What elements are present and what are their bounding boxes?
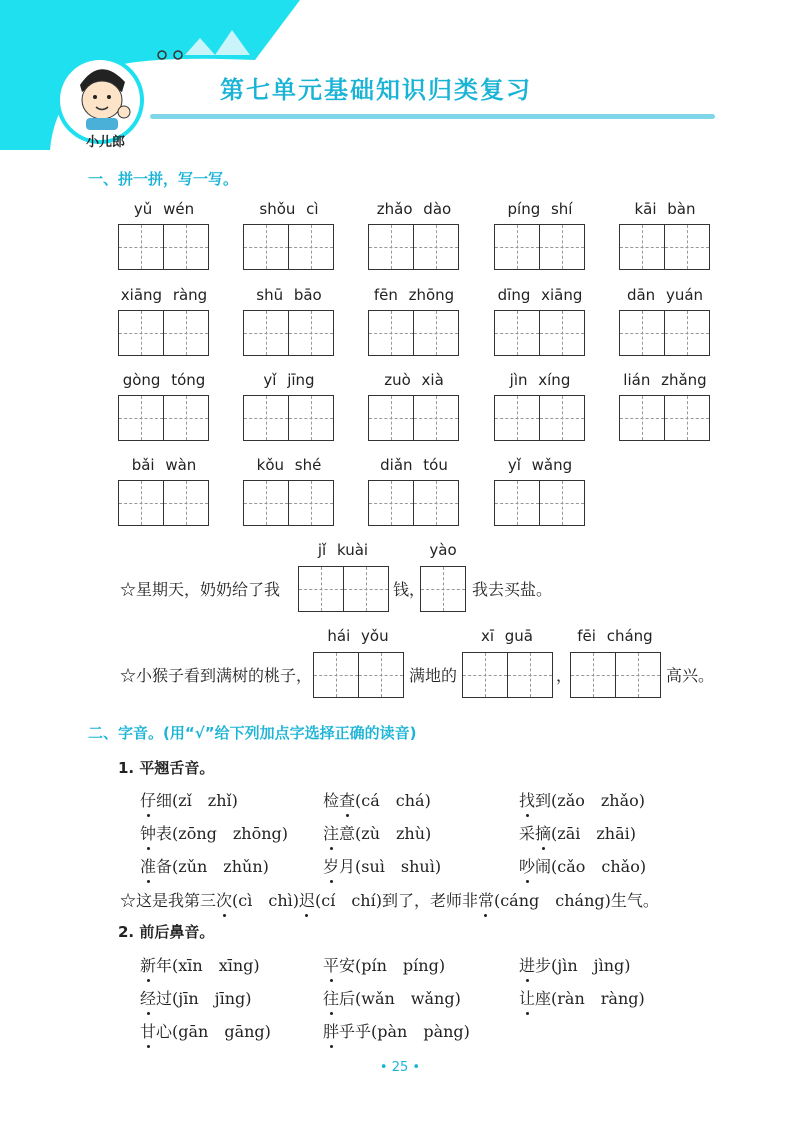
sentence-1-start: ☆星期天，奶奶给了我 xyxy=(120,580,281,599)
writing-box[interactable] xyxy=(368,224,459,270)
item-char: 注 xyxy=(323,824,340,843)
item-options: (zāi zhāi) xyxy=(551,824,636,843)
star-options-2[interactable]: (cí chí)到了，老师非 xyxy=(315,891,478,910)
subsection-2-title: 2. 前后鼻音。 xyxy=(118,923,215,941)
star-options-3[interactable]: (cáng cháng)生气。 xyxy=(493,891,659,910)
pinyin-label: zuò xià xyxy=(384,371,444,389)
sentence-1-end: 我去买盐。 xyxy=(472,580,553,599)
writing-box[interactable] xyxy=(118,224,209,270)
pinyin-label: diǎn tóu xyxy=(380,456,448,474)
item-dotted-char: 摘 xyxy=(535,824,552,843)
pinyin-label: yǔ wén xyxy=(133,200,195,218)
sentence-2-start: ☆小猴子看到满树的桃子， xyxy=(120,666,313,685)
writing-box[interactable] xyxy=(619,395,710,441)
writing-box[interactable] xyxy=(494,224,585,270)
item-rest: 过(jīn jīng) xyxy=(156,989,252,1008)
reading-choice-item[interactable] xyxy=(519,953,631,976)
pinyin-label: yǐ wǎng xyxy=(507,456,573,474)
reading-choice-item[interactable] xyxy=(140,953,260,976)
star-sentence xyxy=(120,888,659,911)
star-options-1[interactable]: (cì chì) xyxy=(232,891,299,910)
star-dotted-3: 常 xyxy=(477,891,494,910)
writing-box[interactable] xyxy=(368,395,459,441)
reading-choice-item[interactable] xyxy=(140,986,252,1009)
item-rest: 后(wǎn wǎng) xyxy=(339,989,461,1008)
item-options: (cá chá) xyxy=(355,791,431,810)
item-char: 新 xyxy=(140,956,157,975)
pinyin-label: kāi bàn xyxy=(634,200,696,218)
section-2-title: 二、字音。(用“√”给下列加点字选择正确的读音) xyxy=(88,724,417,742)
item-char: 仔 xyxy=(140,791,157,810)
writing-box[interactable] xyxy=(368,310,459,356)
reading-choice-item[interactable] xyxy=(140,788,238,811)
sentence-1-pinyin-2: yào xyxy=(429,541,457,559)
reading-choice-item[interactable] xyxy=(323,788,431,811)
reading-choice-item[interactable] xyxy=(519,788,645,811)
sentence-2-end: 高兴。 xyxy=(666,666,715,685)
item-char: 准 xyxy=(140,857,157,876)
pinyin-label: zhǎo dào xyxy=(376,200,452,218)
writing-box[interactable] xyxy=(118,310,209,356)
item-rest: 意(zù zhù) xyxy=(339,824,432,843)
item-rest: 表(zōng zhōng) xyxy=(156,824,289,843)
writing-box[interactable] xyxy=(243,480,334,526)
item-rest: 步(jìn jìng) xyxy=(535,956,631,975)
star-dotted-1: 次 xyxy=(216,891,233,910)
sentence-2-box-3[interactable] xyxy=(570,652,661,698)
item-rest: 备(zǔn zhǔn) xyxy=(156,857,269,876)
sentence-1-pinyin-1: jǐ kuài xyxy=(317,541,369,559)
reading-choice-item[interactable] xyxy=(140,854,269,877)
reading-choice-item[interactable] xyxy=(140,1019,271,1042)
sentence-1-box-2[interactable] xyxy=(420,566,466,612)
pinyin-label: kǒu shé xyxy=(256,456,322,474)
item-char: 平 xyxy=(323,956,340,975)
item-char: 岁 xyxy=(323,857,340,876)
sentence-1-mid: 钱， xyxy=(393,580,426,599)
reading-choice-item[interactable] xyxy=(323,854,441,877)
item-rest: 座(ràn ràng) xyxy=(535,989,645,1008)
reading-choice-item[interactable] xyxy=(323,1019,470,1042)
item-char: 经 xyxy=(140,989,157,1008)
item-char: 进 xyxy=(519,956,536,975)
writing-box[interactable] xyxy=(243,395,334,441)
writing-box[interactable] xyxy=(494,480,585,526)
pinyin-label: lián zhǎng xyxy=(623,371,707,389)
item-char: 采 xyxy=(519,824,536,843)
item-char: 甘 xyxy=(140,1022,157,1041)
sentence-2-box-2[interactable] xyxy=(462,652,553,698)
item-rest: 细(zǐ zhǐ) xyxy=(156,791,238,810)
item-char: 让 xyxy=(519,989,536,1008)
pinyin-label: xiāng ràng xyxy=(120,286,208,304)
sentence-1-box-1[interactable] xyxy=(298,566,389,612)
item-rest: 月(suì shuì) xyxy=(339,857,442,876)
writing-box[interactable] xyxy=(619,224,710,270)
item-rest: 安(pín píng) xyxy=(339,956,446,975)
sentence-2-box-1[interactable] xyxy=(313,652,404,698)
reading-choice-item[interactable] xyxy=(519,821,636,844)
writing-box[interactable] xyxy=(368,480,459,526)
pinyin-label: dīng xiāng xyxy=(497,286,583,304)
section-1-title: 一、拼一拼，写一写。 xyxy=(88,170,239,188)
pinyin-label: fēn zhōng xyxy=(373,286,455,304)
item-rest: 心(gān gāng) xyxy=(156,1022,271,1041)
sentence-2-pinyin-1: hái yǒu xyxy=(327,627,389,645)
item-rest xyxy=(339,791,431,810)
reading-choice-item[interactable] xyxy=(323,821,431,844)
pinyin-label: dān yuán xyxy=(626,286,704,304)
star-part-1: ☆这是我第三 xyxy=(120,891,217,910)
reading-choice-item[interactable] xyxy=(323,953,445,976)
reading-choice-item[interactable] xyxy=(519,986,645,1009)
item-char: 胖 xyxy=(323,1022,340,1041)
sentence-2-pinyin-3: fēi cháng xyxy=(577,627,653,645)
page-number: • 25 • xyxy=(379,1060,421,1075)
pinyin-label: gòng tóng xyxy=(122,371,206,389)
item-char: 吵 xyxy=(519,857,536,876)
writing-box[interactable] xyxy=(243,310,334,356)
writing-box[interactable] xyxy=(494,395,585,441)
subsection-1-title: 1. 平翘舌音。 xyxy=(118,759,215,777)
item-rest xyxy=(535,824,636,843)
star-dotted-2: 迟 xyxy=(298,891,315,910)
pinyin-label: jìn xíng xyxy=(509,371,571,389)
pinyin-label: shǒu cì xyxy=(259,200,319,218)
item-char: 检 xyxy=(323,791,340,810)
sentence-2-mid: 满地的 xyxy=(409,666,458,685)
writing-box[interactable] xyxy=(118,480,209,526)
reading-choice-item[interactable] xyxy=(140,821,288,844)
item-rest: 闹(cǎo chǎo) xyxy=(535,857,647,876)
pinyin-label: píng shí xyxy=(507,200,573,218)
item-rest: 年(xīn xīng) xyxy=(156,956,260,975)
sentence-2-comma: ， xyxy=(556,666,573,685)
item-char: 往 xyxy=(323,989,340,1008)
writing-box[interactable] xyxy=(494,310,585,356)
item-rest: 到(zǎo zhǎo) xyxy=(535,791,646,810)
page-title: 第七单元基础知识归类复习 xyxy=(220,76,532,104)
reading-choice-item[interactable] xyxy=(519,854,646,877)
mascot-label: 小儿郎 xyxy=(86,135,126,150)
writing-box[interactable] xyxy=(243,224,334,270)
pinyin-label: bǎi wàn xyxy=(131,456,197,474)
writing-box[interactable] xyxy=(118,395,209,441)
writing-box[interactable] xyxy=(619,310,710,356)
pinyin-label: yǐ jīng xyxy=(263,371,315,389)
item-char: 找 xyxy=(519,791,536,810)
title-underline xyxy=(150,114,715,119)
pinyin-label: shū bāo xyxy=(256,286,322,304)
item-dotted-char: 查 xyxy=(339,791,356,810)
reading-choice-item[interactable] xyxy=(323,986,461,1009)
item-rest: 乎乎(pàn pàng) xyxy=(339,1022,470,1041)
item-char: 钟 xyxy=(140,824,157,843)
sentence-2-pinyin-2: xī guā xyxy=(480,627,534,645)
